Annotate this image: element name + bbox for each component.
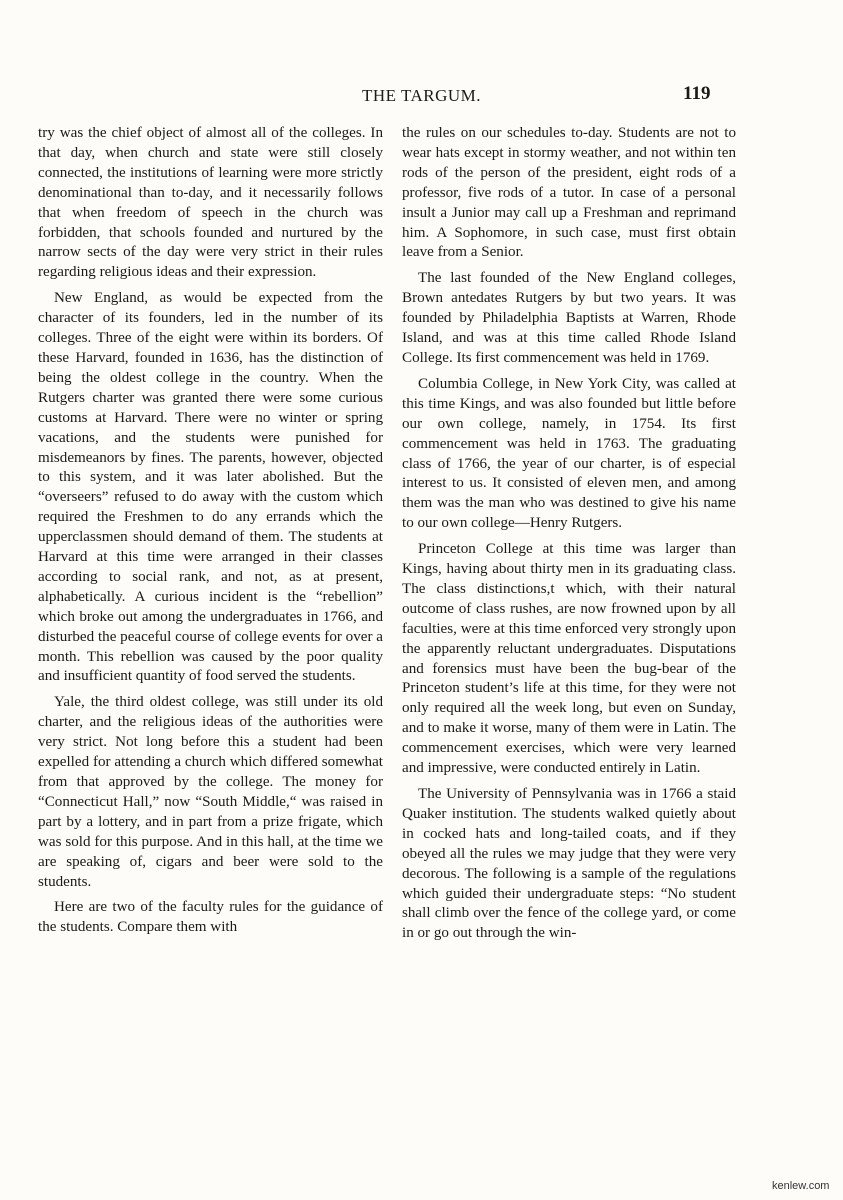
watermark: kenlew.com <box>772 1180 830 1192</box>
paragraph: Here are two of the faculty rules for the guidance of the students. Compare them with <box>38 899 383 936</box>
paragraph: try was the chief object of almost all of the colleges. In that day, when church and state were still closely connected, the institutions of learning were more strictly denominational than to-day, and it necessarily follows that when freedom of speech in the church was forbidden, that schools founded and nurtured by the narrow sects of the day were very strict in their rules regarding religious ideas and their expression. <box>38 125 383 281</box>
paragraph: Yale, the third oldest college, was still under its old charter, and the religious ideas of the authorities were very strict. Not long before this a student had been expelled for attending a church which differed somewhat from that approved by the college. The money for “Connecticut Hall,” now “South Middle,“ was raised in part by a lottery, and in part from a prize frigate, which was sold for this purpose. And in this hall, at the time we are speaking of, cigars and beer were sold to the students. <box>38 694 383 890</box>
paragraph: The last founded of the New England colleges, Brown antedates Rutgers by but two years. It was founded by Philadelphia Baptists at Warren, Rhode Island, and was at this time called Rhode Island College. Its first commencement was held in 1769. <box>402 270 736 366</box>
paragraph: The University of Pennsylvania was in 1766 a staid Quaker institution. The students walked quietly about in cocked hats and long-tailed coats, and if they obeyed all the rules we may judge that they were very decorous. The following is a sample of the regulations which guided their undergraduate steps: “No student shall climb over the fence of the college yard, or come in or go out through the win- <box>402 786 736 942</box>
left-column <box>38 124 383 944</box>
page-number: 119 <box>683 83 711 104</box>
paragraph: New England, as would be expected from the character of its founders, led in the number of its colleges. Three of the eight were within its borders. Of these Harvard, founded in 1636, has the distinction of being the oldest college in the country. When the Rutgers charter was granted there were some curious customs at Harvard. There were no winter or spring vacations, and the students were punished for misdemeanors by fines. The parents, however, objected to this system, and it was later abolished. But the “overseers” refused to do away with the custom which required the Freshmen to do any errands which the upperclassmen should demand of them. The students at Harvard at this time were arranged in their classes according to social rank, and not, as at present, alphabetically. A curious incident is the “rebellion” which broke out among the undergraduates in 1766, and disturbed the peaceful course of college events for over a month. This rebellion was caused by the poor quality and insufficient quantity of food served the students. <box>38 290 383 685</box>
right-column <box>402 124 736 950</box>
paragraph: Columbia College, in New York City, was called at this time Kings, and was also founded but little before our own college, namely, in 1754. Its first commencement was held in 1763. The graduating class of 1766, the year of our charter, is of especial interest to us. It consisted of eleven men, and among them was the man who was destined to give his name to our own college—Henry Rutgers. <box>402 375 736 532</box>
paragraph: the rules on our schedules to-day. Students are not to wear hats except in stormy weather, and not within ten rods of the person of the president, eight rods of a professor, five rods of a tutor. In case of a personal insult a Junior may call up a Freshman and reprimand him. A Sophomore, in such case, must first obtain leave from a Senior. <box>402 125 736 261</box>
running-head-title: THE TARGUM. <box>361 86 482 105</box>
paragraph: Princeton College at this time was larger than Kings, having about thirty men in its graduating class. The class distinctions,t which, with their natural outcome of class rushes, are now frowned upon by all faculties, were at this time enforced very strongly upon the apparently reluctant undergraduates. Disputations and forensics must have been the bug-bear of the Princeton student’s life at this time, for they were not only required all the week long, but even on Sunday, and to make it worse, many of them were in Latin. The commencement exercises, which were very learned and impressive, were conducted entirely in Latin. <box>402 541 736 777</box>
